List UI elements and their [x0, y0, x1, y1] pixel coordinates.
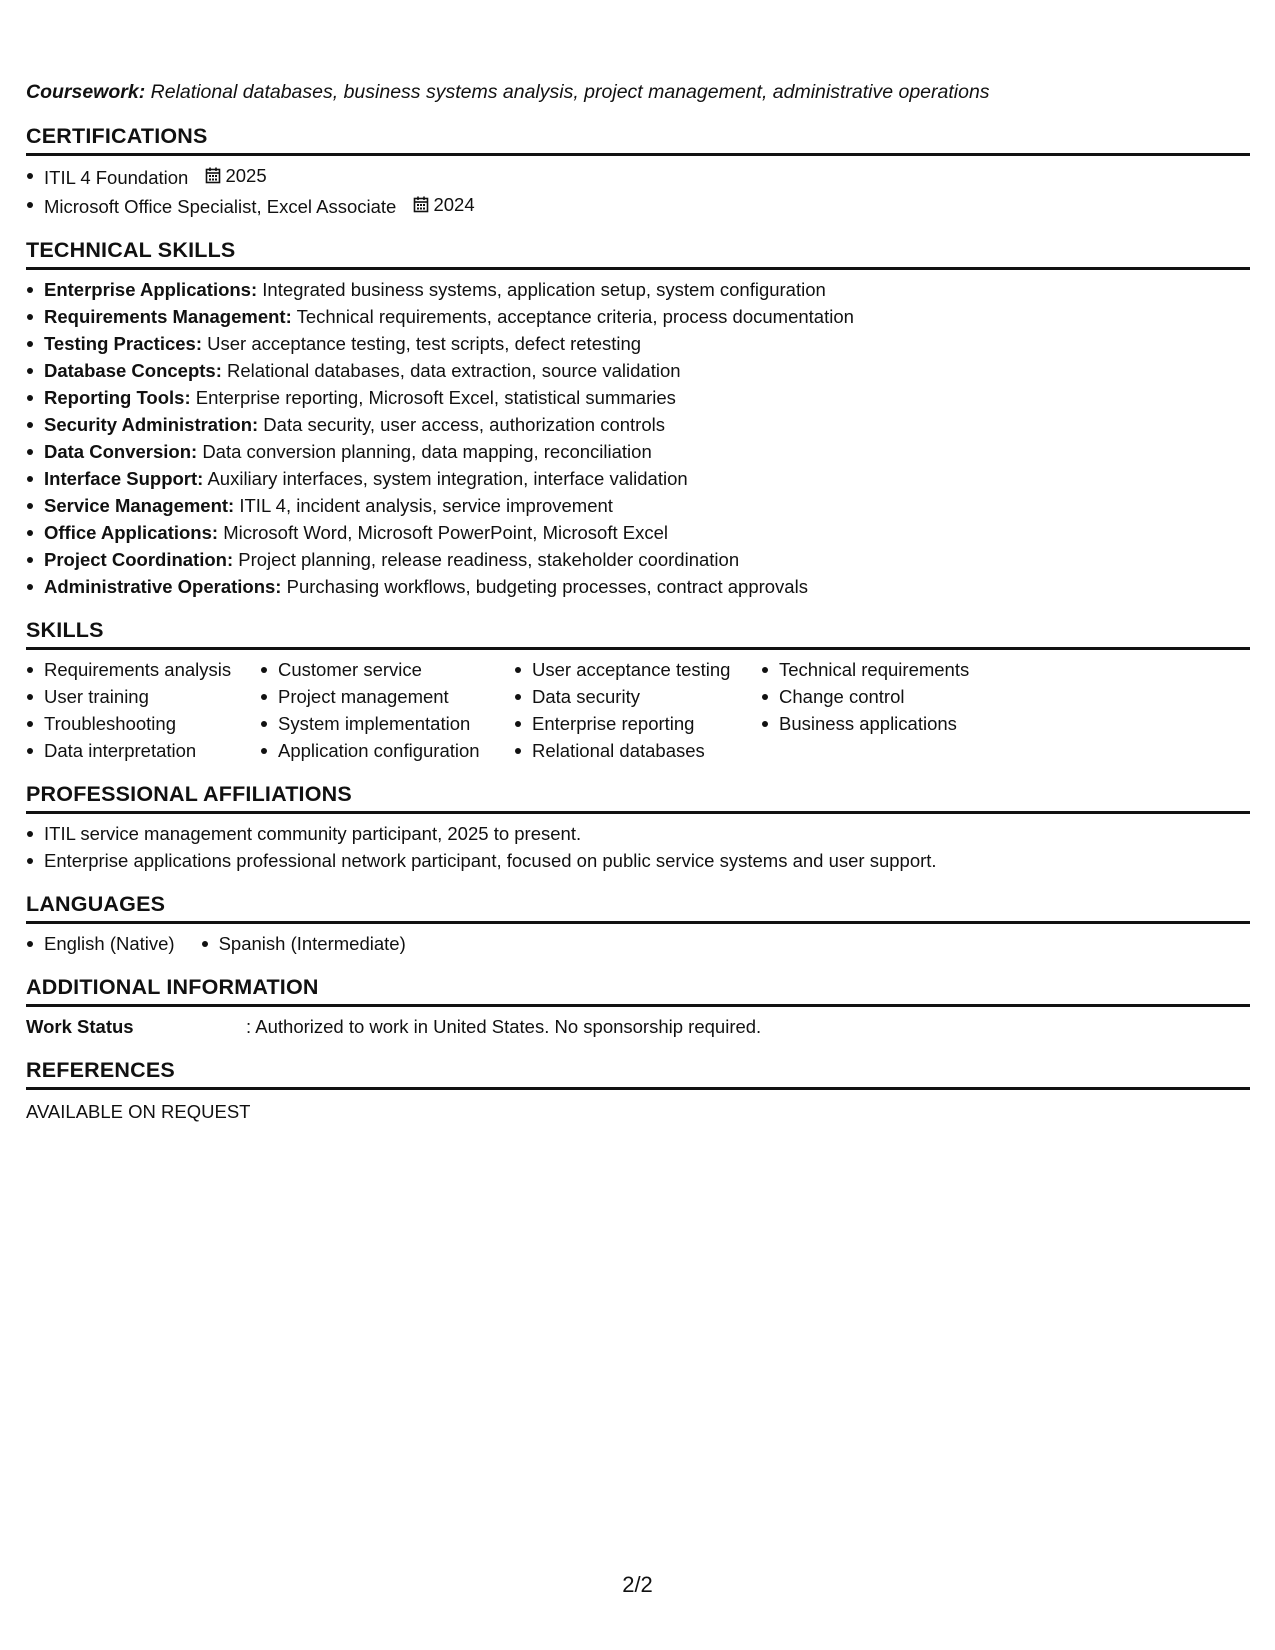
- technical-skill-label: Testing Practices:: [44, 333, 202, 354]
- language-item: English (Native): [26, 930, 175, 957]
- language-item: Spanish (Intermediate): [201, 930, 406, 957]
- section-title-technical-skills: TECHNICAL SKILLS: [26, 236, 1250, 270]
- skill-item: Change control: [761, 683, 1021, 710]
- coursework-text: Relational databases, business systems analysis, project management, administrative operations: [150, 81, 990, 103]
- skills-grid: [26, 656, 1250, 764]
- coursework-line: [26, 78, 1250, 106]
- skill-item: Troubleshooting: [26, 710, 260, 737]
- technical-skill-label: Enterprise Applications:: [44, 279, 258, 300]
- technical-skill-label: Database Concepts:: [44, 360, 222, 381]
- info-value: : Authorized to work in United States. No sponsorship required.: [246, 1016, 762, 1037]
- technical-skill-text: Auxiliary interfaces, system integration, interface validation: [207, 468, 688, 489]
- certification-item: [26, 162, 1250, 191]
- skills-column: [26, 656, 260, 764]
- affiliation-item: Enterprise applications professional network participant, focused on public service systems and user support.: [26, 847, 1250, 874]
- skill-item: Project management: [260, 683, 514, 710]
- technical-skill-text: Microsoft Word, Microsoft PowerPoint, Microsoft Excel: [223, 522, 669, 543]
- certifications-section: [26, 122, 1250, 220]
- technical-skill-text: Data conversion planning, data mapping, reconciliation: [202, 441, 652, 462]
- technical-skill-item: [26, 276, 1250, 303]
- technical-skill-item: [26, 411, 1250, 438]
- section-title-references: REFERENCES: [26, 1056, 1250, 1090]
- technical-skill-item: [26, 303, 1250, 330]
- skill-item: Customer service: [260, 656, 514, 683]
- technical-skill-text: Data security, user access, authorization controls: [263, 414, 665, 435]
- references-section: [26, 1056, 1250, 1125]
- skills-section: [26, 616, 1250, 764]
- skills-column: [761, 656, 1021, 764]
- certification-year: 2024: [433, 194, 475, 215]
- calendar-icon: [413, 196, 429, 213]
- section-title-languages: LANGUAGES: [26, 890, 1250, 924]
- certification-date: [413, 191, 474, 218]
- page-number: 2/2: [622, 1572, 653, 1597]
- certification-item: [26, 191, 1250, 220]
- section-title-skills: SKILLS: [26, 616, 1250, 650]
- technical-skill-text: Enterprise reporting, Microsoft Excel, statistical summaries: [195, 387, 676, 408]
- skill-item: Application configuration: [260, 737, 514, 764]
- skill-item: Requirements analysis: [26, 656, 260, 683]
- certification-name: Microsoft Office Specialist, Excel Associate: [44, 196, 397, 217]
- skill-item: Data security: [514, 683, 761, 710]
- section-title-additional-info: ADDITIONAL INFORMATION: [26, 973, 1250, 1007]
- languages-section: [26, 890, 1250, 957]
- technical-skill-label: Service Management:: [44, 495, 235, 516]
- skill-item: Data interpretation: [26, 737, 260, 764]
- technical-skill-item: [26, 492, 1250, 519]
- certifications-list: [26, 162, 1250, 220]
- technical-skill-label: Interface Support:: [44, 468, 204, 489]
- technical-skill-label: Reporting Tools:: [44, 387, 191, 408]
- languages-list: [26, 930, 1250, 957]
- calendar-icon: [205, 167, 221, 184]
- certification-year: 2025: [225, 165, 267, 186]
- affiliation-item: ITIL service management community participant, 2025 to present.: [26, 820, 1250, 847]
- certification-date: [205, 162, 266, 189]
- technical-skill-text: ITIL 4, incident analysis, service improvement: [239, 495, 613, 516]
- skill-item: User acceptance testing: [514, 656, 761, 683]
- technical-skill-item: [26, 384, 1250, 411]
- technical-skill-label: Data Conversion:: [44, 441, 198, 462]
- skill-item: Enterprise reporting: [514, 710, 761, 737]
- technical-skill-label: Security Administration:: [44, 414, 259, 435]
- technical-skill-item: [26, 438, 1250, 465]
- affiliations-section: [26, 780, 1250, 874]
- resume-page: [26, 78, 1250, 1125]
- skills-column: [260, 656, 514, 764]
- skill-item: Technical requirements: [761, 656, 1021, 683]
- technical-skill-text: Technical requirements, acceptance criteria, process documentation: [296, 306, 854, 327]
- technical-skills-section: [26, 236, 1250, 600]
- skill-item: Business applications: [761, 710, 1021, 737]
- technical-skill-item: [26, 465, 1250, 492]
- technical-skill-item: [26, 573, 1250, 600]
- technical-skill-label: Office Applications:: [44, 522, 219, 543]
- additional-info-section: [26, 973, 1250, 1040]
- section-title-affiliations: PROFESSIONAL AFFILIATIONS: [26, 780, 1250, 814]
- section-title-certifications: CERTIFICATIONS: [26, 122, 1250, 156]
- references-text: AVAILABLE ON REQUEST: [26, 1101, 251, 1122]
- technical-skill-label: Project Coordination:: [44, 549, 234, 570]
- technical-skill-text: Relational databases, data extraction, source validation: [227, 360, 681, 381]
- coursework-label: Coursework:: [26, 81, 146, 103]
- technical-skills-list: [26, 276, 1250, 600]
- technical-skill-item: [26, 357, 1250, 384]
- technical-skill-label: Administrative Operations:: [44, 576, 282, 597]
- technical-skill-text: Integrated business systems, application setup, system configuration: [262, 279, 826, 300]
- technical-skill-text: User acceptance testing, test scripts, defect retesting: [207, 333, 642, 354]
- skill-item: User training: [26, 683, 260, 710]
- info-row-work-status: [26, 1013, 1250, 1040]
- skills-column: [514, 656, 761, 764]
- technical-skill-text: Purchasing workflows, budgeting processes, contract approvals: [286, 576, 808, 597]
- info-key: Work Status: [26, 1016, 134, 1037]
- certification-name: ITIL 4 Foundation: [44, 167, 189, 188]
- affiliations-list: [26, 820, 1250, 874]
- skill-item: System implementation: [260, 710, 514, 737]
- technical-skill-text: Project planning, release readiness, stakeholder coordination: [238, 549, 740, 570]
- technical-skill-item: [26, 330, 1250, 357]
- technical-skill-label: Requirements Management:: [44, 306, 292, 327]
- technical-skill-item: [26, 519, 1250, 546]
- technical-skill-item: [26, 546, 1250, 573]
- skill-item: Relational databases: [514, 737, 761, 764]
